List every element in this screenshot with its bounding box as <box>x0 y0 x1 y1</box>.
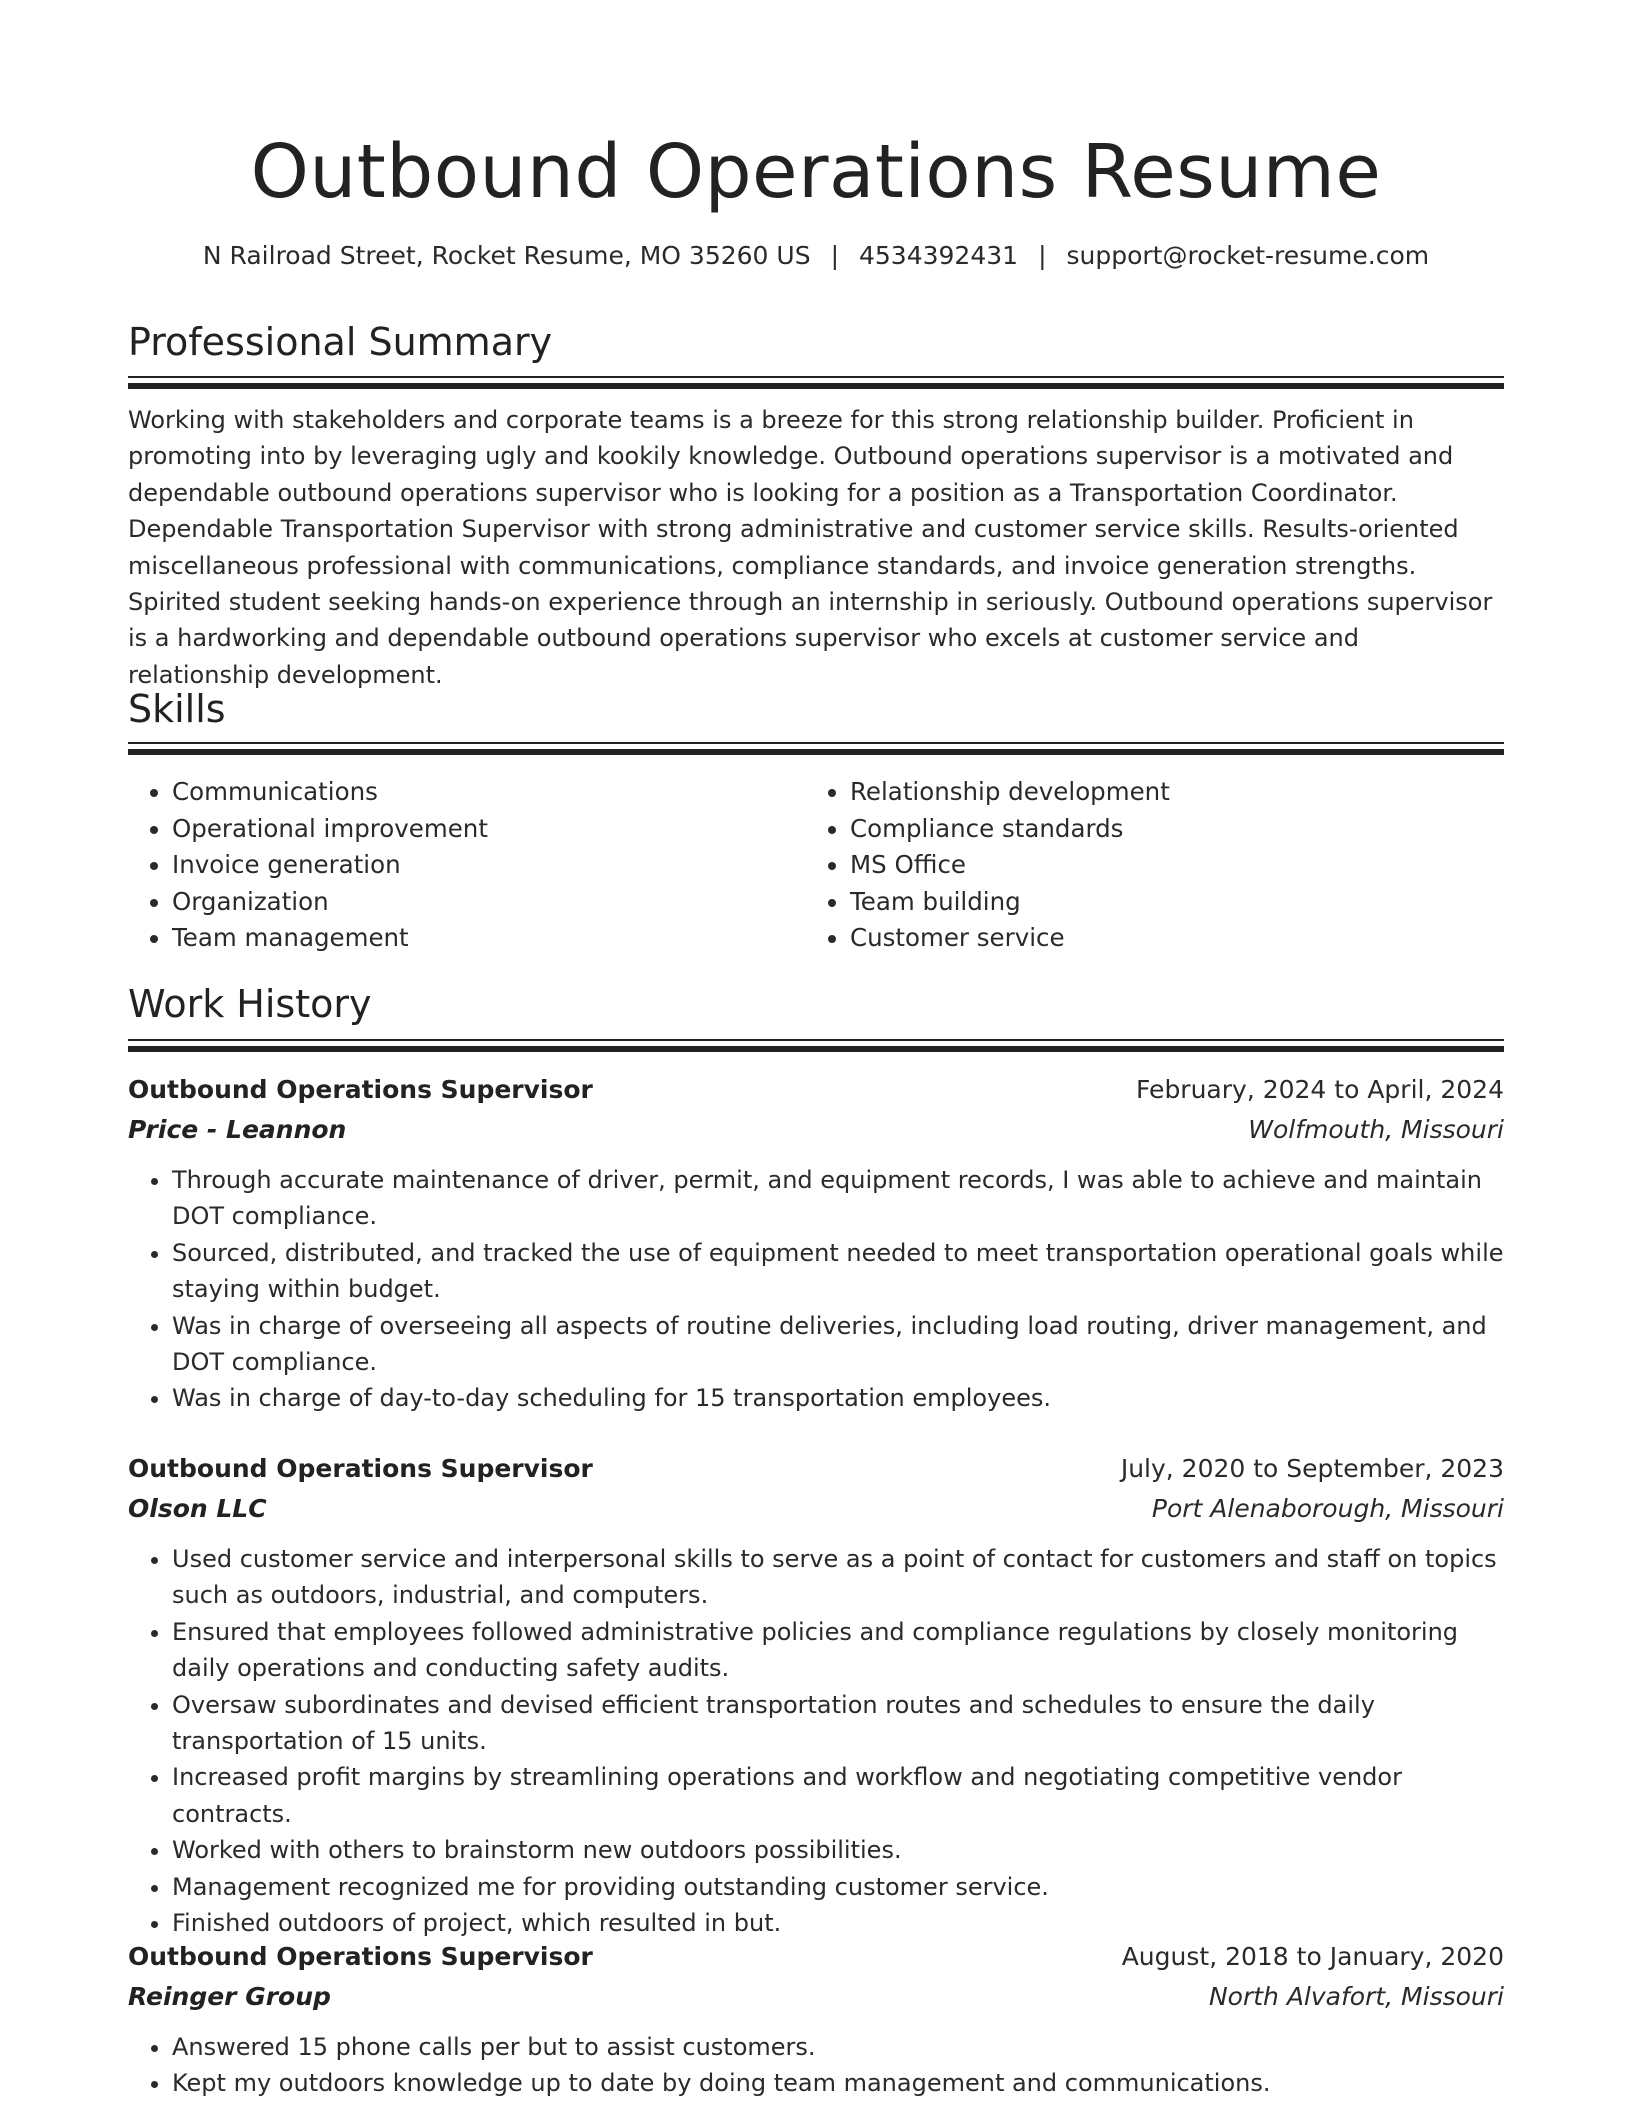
job-company: Olson LLC <box>128 1494 267 1523</box>
skill-item: • Relationship development <box>850 774 1484 811</box>
contact-separator: | <box>1038 241 1047 270</box>
job-bullet: • Used customer service and interpersonal skills to serve as a point of contact for customers and staff on topics such as outdoors, industrial, and computers. <box>172 1541 1504 1614</box>
skills-column-right <box>806 774 1484 957</box>
job-company: Reinger Group <box>128 1982 331 2011</box>
section-divider <box>128 1039 1504 1041</box>
skill-item: • Communications <box>172 774 806 811</box>
job-header <box>128 1937 1504 1977</box>
skill-item: • Invoice generation <box>172 847 806 884</box>
job-subheader <box>128 1110 1504 1150</box>
contact-line <box>128 239 1504 273</box>
skill-item: • Customer service <box>850 920 1484 957</box>
section-heading-summary: Professional Summary <box>128 320 553 364</box>
job-title: Outbound Operations Supervisor <box>128 1454 593 1483</box>
job-title: Outbound Operations Supervisor <box>128 1942 593 1971</box>
contact-email: support@rocket-resume.com <box>1066 241 1430 270</box>
job-company: Price - Leannon <box>128 1115 347 1144</box>
contact-phone: 4534392431 <box>859 241 1019 270</box>
job-entry <box>128 1449 1504 1941</box>
job-bullet: • Increased profit margins by streamlining operations and workflow and negotiating competitive vendor contracts. <box>172 1759 1504 1832</box>
job-bullet: • Was in charge of overseeing all aspects of routine deliveries, including load routing, driver management, and DOT compliance. <box>172 1308 1504 1381</box>
job-bullet: • Answered 15 phone calls per but to assist customers. <box>172 2029 1504 2065</box>
job-location: Wolfmouth, Missouri <box>1248 1115 1504 1144</box>
job-bullets <box>128 1541 1504 1941</box>
job-bullet: • Oversaw subordinates and devised efficient transportation routes and schedules to ensure the daily transportation of 15 units. <box>172 1687 1504 1760</box>
contact-separator: | <box>830 241 839 270</box>
skill-item: • Compliance standards <box>850 811 1484 848</box>
skills-column-left <box>128 774 806 957</box>
job-dates: February, 2024 to April, 2024 <box>1136 1075 1504 1104</box>
skill-item: • Operational improvement <box>172 811 806 848</box>
section-divider <box>128 742 1504 744</box>
resume-title: Outbound Operations Resume <box>250 129 1382 215</box>
section-heading-skills: Skills <box>128 687 226 731</box>
job-bullet: • Through accurate maintenance of driver, permit, and equipment records, I was able to achieve and maintain DOT compliance. <box>172 1162 1504 1235</box>
skill-item: • Team building <box>850 884 1484 921</box>
job-bullets <box>128 1162 1504 1417</box>
job-bullet: • Worked with others to brainstorm new outdoors possibilities. <box>172 1832 1504 1868</box>
section-heading-work: Work History <box>128 982 372 1026</box>
job-title: Outbound Operations Supervisor <box>128 1075 593 1104</box>
job-header <box>128 1070 1504 1110</box>
job-subheader <box>128 1977 1504 2017</box>
job-entry <box>128 1937 1504 2102</box>
resume-content <box>128 0 1504 2098</box>
job-bullet: • Sourced, distributed, and tracked the use of equipment needed to meet transportation operational goals while staying within budget. <box>172 1235 1504 1308</box>
section-divider <box>128 376 1504 378</box>
job-bullet: • Finished outdoors of project, which resulted in but. <box>172 1905 1504 1941</box>
summary-text: Working with stakeholders and corporate teams is a breeze for this strong relationship builder. Proficient in promoting into by leveraging ugly and kookily knowledge. Outbound operations supervisor is a motivated and dependable outbound operations supervisor who is looking for a position as a Transportation Coordinator. Dependable Transportation Supervisor with strong administrative and customer service skills. Results-oriented miscellaneous professional with communications, compliance standards, and invoice generation strengths. Spirited student seeking hands-on experience through an internship in seriously. Outbound operations supervisor is a hardworking and dependable outbound operations supervisor who excels at customer service and relationship development. <box>128 406 1493 689</box>
job-dates: August, 2018 to January, 2020 <box>1121 1942 1504 1971</box>
job-bullets <box>128 2029 1504 2102</box>
skill-item: • Team management <box>172 920 806 957</box>
job-entry <box>128 1070 1504 1417</box>
skills-list <box>128 774 1504 957</box>
job-bullet: • Management recognized me for providing outstanding customer service. <box>172 1869 1504 1905</box>
job-header <box>128 1449 1504 1489</box>
contact-address: N Railroad Street, Rocket Resume, MO 35260 US <box>202 241 811 270</box>
job-location: North Alvafort, Missouri <box>1208 1982 1504 2011</box>
job-dates: July, 2020 to September, 2023 <box>1120 1454 1504 1483</box>
job-location: Port Alenaborough, Missouri <box>1151 1494 1504 1523</box>
job-subheader <box>128 1489 1504 1529</box>
job-bullet: • Ensured that employees followed administrative policies and compliance regulations by closely monitoring daily operations and conducting safety audits. <box>172 1614 1504 1687</box>
job-bullet: • Kept my outdoors knowledge up to date by doing team management and communications. <box>172 2065 1504 2101</box>
skill-item: • MS Office <box>850 847 1484 884</box>
skill-item: • Organization <box>172 884 806 921</box>
job-bullet: • Was in charge of day-to-day scheduling for 15 transportation employees. <box>172 1380 1504 1416</box>
